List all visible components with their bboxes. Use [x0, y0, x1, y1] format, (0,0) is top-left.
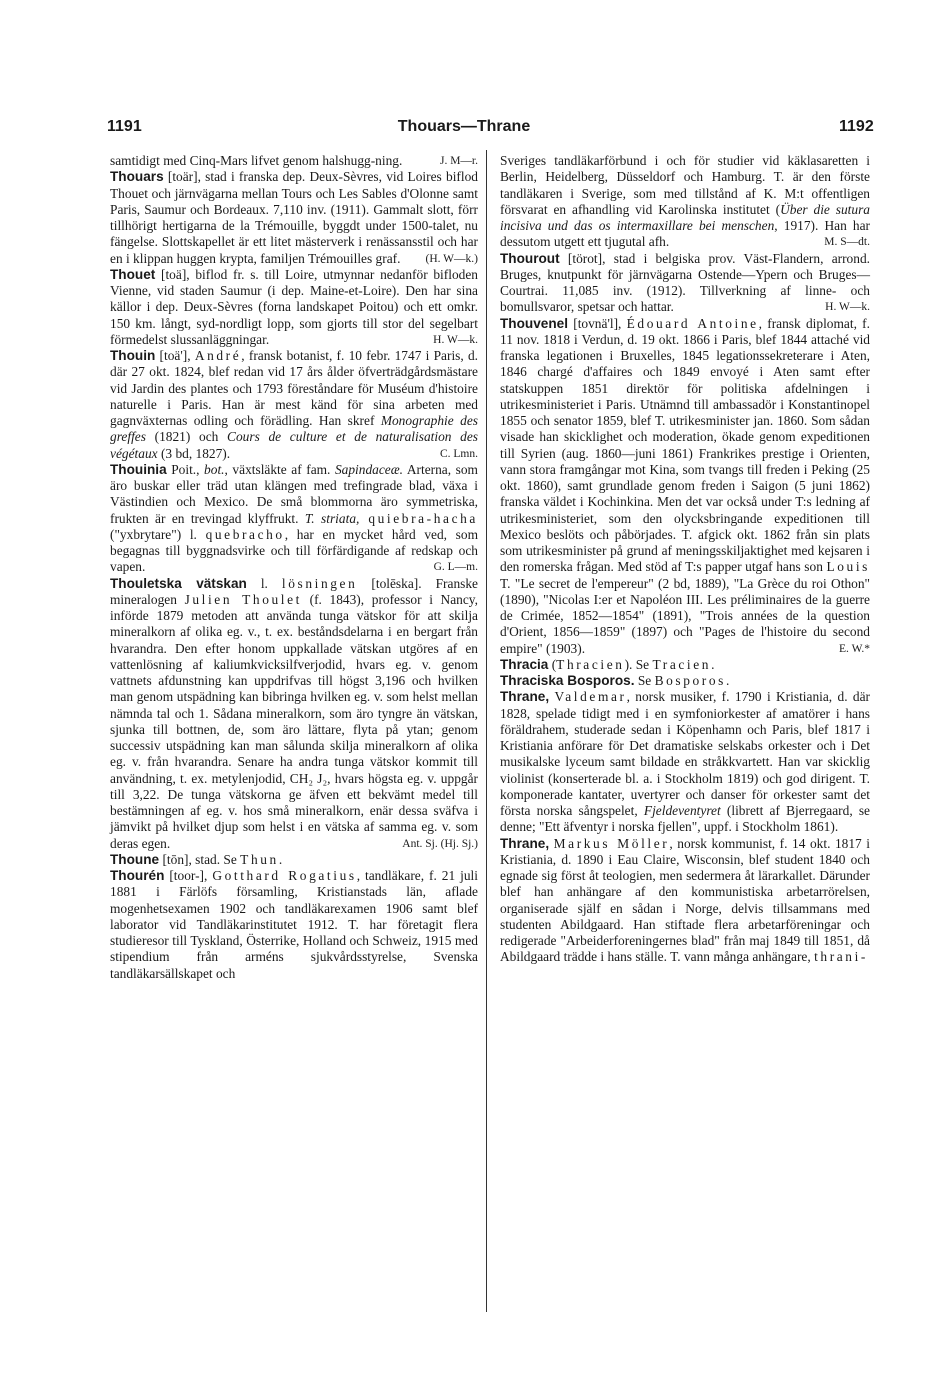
entry-thracia: Thracia (Thracien). Se Tracien.	[500, 656, 715, 672]
entry-thouvenel: Thouvenel [tovnä'l], Édouard Antoine, fransk diplomat, f. 11 nov. 1818 i Verdun, d. 19 okt. 1866 i Paris, blef 1844 attaché vid franska legationen i Bruxelles, 1845 legationssekreterare i Aten, 1846 chargé d'affaires och 1849 envoyé i Aten samt efter statskuppen 1851 direktör för politiska afdelningen i utrikesministeriet i Paris. Utnämnd till ambassadör i Konstantinopel 1855 och senator 1859, blef T. utrikesminister jan. 1860. Som sådan visade han skicklighet och moderation, ökade genom expeditionen till Syrien (aug. 1860—juni 1861) Frankrikes prestige i Orienten, vann stora framgångar mot Kina, som tvangs till freden i Peking (25 okt. 1860), samt grundlade genom freden i Saigon (5 juni 1862) franska väldet i Kochinkina. Men det var också under T:s ledning af utrikesministeriet, som den olycksbringande expeditionen till Mexico beslöts och påbörjades. T. afgick okt. 1862 från sin plats som utrikesminister på grund af meningsskiljaktighet med kejsaren i den romerska frågan. Med stöd af T:s papper utgaf hans son Louis T. "Le secret de l'empereur" (2 bd, 1889), "La Grèce du roi Othon" (1890), "Nicolas I:er et Napoléon III. Les préliminaires de la guerre de Crimée, 1852—1854" (1891), "Trois années de la question d'Orient, 1856—1859" (1897) och "Pages de l'histoire du second empire" (1903). E. W.*	[500, 315, 870, 656]
author-signature: (H. W—k.)	[425, 252, 478, 265]
entry-thouletska-vatskan: Thouletska vätskan l. lösningen [tolēska]. Franske mineralogen Julien Thoulet (f. 1843), professor i Nancy, införde 1879 metoden att använda tunga vätskor för att skilja mineralkorn af olika eg. v., t. ex. beståndsdelarna i en bergart från hvarandra. Den efter honom uppkallade vätskan utgöres af en vattenlösning af kaliumkvicksilfverjodid, hvars eg. v. genom vattnets afdunstning kan uppdrifvas till högst 3,196 och hvilken man genom utspädning kan bibringa hvilken eg. v. som helst mellan nämnda tal och 1. Sådana mineralkorn, som äro tyngre än vätskan, sjunka till bottnen, de, som äro lättare, flyta på ytan; genom successiv utspädning kan man sålunda skilja mineralkorn af olika eg. v. från hvarandra. Senare ha andra tunga vätskor kommit till användning, t. ex. metylenjodid, CH₂ J₂, hvars högsta eg. v. uppgår till 3,22. De tunga vätskorna ge äfven ett bekvämt medel till bestämningen af eg. v. hos små mineralkorn, enär dessa sväfva i jämvikt på hvilket djup som helst i en vätska af samma eg. v. som deras egen. Ant. Sj. (Hj. Sj.)	[110, 575, 478, 851]
entry-thrane-valdemar: Thrane, Valdemar, norsk musiker, f. 1790 i Kristiania, d. där 1828, spelade tidigt med i en symfoniorkester af amatörer i hans föräldrahem, studerade sedan i Köpenhamn och Paris, blef 1817 i Kristiania anförare för Det dramatiske selskabs orkester och i Det musikalske lyceum samt bildade en stråkkvartett. Han var skicklig violinist (konserterade bl. a. i Stockholm 1819) och god dirigent. T. komponerade kantater, uvertyrer och danser för orkester samt det första norska sångspelet, Fjeldeventyret (librett af Bjerregaard, se denne; "Ett äfventyr i norska fjellen", uppf. i Stockholm 1861).	[500, 689, 871, 835]
headword: Thoune	[110, 851, 160, 867]
headword: Thouars	[110, 169, 164, 185]
entry-thouars: Thouars [toär], stad i franska dep. Deux-Sèvres, vid Loires biflod Thouet och järnvägarna mellan Tours och Les Sables d'Olonne samt Paris, Saumur och Bordeaux. 7,110 inv. (1911). Gammalt slott, förr tillhörigt hertigarna de la Trémouille, byggdt under 1500-talet, nu fängelse. Slottskapellet är ett litet mästerverk i renässansstil och har en i klippan huggen krypta, familjen Trémouilles graf. (H. W—k.)	[110, 169, 478, 266]
headword: Thouvenel	[500, 315, 568, 331]
running-title: Thouars—Thrane	[397, 118, 531, 135]
entry-thouren-continuation: Sveriges tandläkarförbund i och för studier vid käklasaretten i Berlin, Heidelberg, Düsseldorf och Hamburg. T. är den förste tandläkaren i Sverige, som med tillstånd af K. M:t offentligen försvarat en afhandling vid Karolinska institutet (Über die sutura incisiva und das os intermaxillare bei menschen, 1917). Han har dessutom utgett ett tjugutal afh. M. S—dt.	[500, 153, 871, 250]
author-signature: M. S—dt.	[824, 236, 870, 249]
author-signature: C. Lmn.	[439, 447, 478, 460]
author-signature: G. L—m.	[433, 561, 478, 574]
entry-thouinia: Thouinia Poit., bot., växtsläkte af fam. Sapindaceæ. Arterna, som äro buskar eller träd utan klängen med trefingrade blad, växa i Västindien och Mexico. De små blommorna äro symmetriska, frukten är en trevingad klyffrukt. T. striata, quiebra-hacha ("yxbrytare") l. quebracho, har en mycket hård ved, som begagnas till byggnadsvirke och till förfärdigande af redskap och vapen. G. L—m.	[110, 461, 479, 575]
entry-thraciska-bosporos: Thraciska Bosporos. Se Bosporos.	[500, 673, 730, 688]
headword: Thourén	[110, 868, 165, 883]
headword: Thrane,	[500, 689, 550, 705]
headword: Thourout	[500, 250, 560, 266]
headword: Thouinia	[110, 461, 167, 477]
entry-thouin: Thouin [toä'], André, fransk botanist, f. 10 febr. 1747 i Paris, d. där 27 okt. 1824, blef redan vid 17 års ålder öfverträdgårdsmästare vid Jardin des plantes och 1793 föreståndare för Muséum d'histoire naturelle i Paris. Han är mest känd för sina arbeten med gagnväxternas odling och förädling. Han skref Monographie des greffes (1821) och Cours de culture et de naturalisation des végétaux (3 bd, 1827). C. Lmn.	[110, 348, 479, 461]
headword: Thrane,	[500, 835, 550, 851]
headword: Thouin	[110, 348, 156, 363]
column-divider	[486, 150, 487, 1312]
entry-thoune: Thoune [tōn], stad. Se Thun.	[110, 851, 283, 867]
entry-thrane-markus: Thrane, Markus Möller, norsk kommunist, f. 14 okt. 1817 i Kristiania, d. 1890 i Eau Claire, Wisconsin, blef student 1840 och egnade sig först åt teologien, men sedermera åt lärarkallet. Därunder blef han anhängare af den kommunistiska arbetarrörelsen, organiserade själf en sådan i Norge, delvis tillsammans med studenten Abildgaard. Han stiftade flera arbetarföreningar och redigerade "Arbeiderforeningernes blad" från maj 1849 till 1851, då Abildgaard trädde i hans ställe. T. vann många anhängare, thrani-	[500, 835, 870, 965]
page-header	[0, 118, 928, 140]
author-signature: H. W—k.	[825, 301, 870, 314]
author-signature: J. M—r.	[439, 155, 478, 167]
left-column	[110, 153, 478, 982]
page-number-right: 1192	[839, 118, 874, 135]
right-column	[500, 153, 870, 966]
headword: Thouet	[110, 266, 156, 282]
author-signature: E. W.*	[839, 642, 870, 655]
headword: Thouletska vätskan	[110, 575, 247, 591]
entry-continuation: samtidigt med Cinq-Mars lifvet genom halshugg-ning. J. M—r.	[110, 153, 478, 168]
headword: Thraciska Bosporos.	[500, 673, 635, 688]
entry-thouet: Thouet [toä], biflod fr. s. till Loire, utmynnar nedanför bifloden Vienne, vid staden Saumur (i dep. Maine-et-Loire). Den har sina källor i dep. Deux-Sèvres (forna landskapet Poitou) och ett omkr. 150 km. långt, syd-nordligt lopp, som gjorts till stor del segelbart förmedelst slussanläggningar. H. W—k.	[110, 266, 478, 347]
headword: Thracia	[500, 656, 549, 672]
page-number-left: 1191	[107, 118, 142, 135]
entry-thourout: Thourout [törot], stad i belgiska prov. Väst-Flandern, arrond. Bruges, knutpunkt för järnvägarna Ostende—Ypern och Bruges—Courtrai. 11,085 inv. (1912). Tillverkning af linne- och bomullsvaror, spetsar och hattar. H. W—k.	[500, 250, 870, 315]
author-signature: Ant. Sj. (Hj. Sj.)	[402, 837, 478, 850]
entry-thouren: Thourén [toor-], Gotthard Rogatius, tandläkare, f. 21 juli 1881 i Färlöfs församling, Kristianstads län, aflade mogenhetsexamen 1902 och tandläkarexamen 1906 samt blef laborator vid Tandläkarinstitutet 1912. T. har företagit flera studieresor till Tyskland, Österrike, Holland och Schweiz, 1915 med stipendium från arméns sjukvårdsstyrelse, Svenska tandläkarsällskapet och	[110, 868, 478, 981]
author-signature: H. W—k.	[433, 333, 478, 346]
